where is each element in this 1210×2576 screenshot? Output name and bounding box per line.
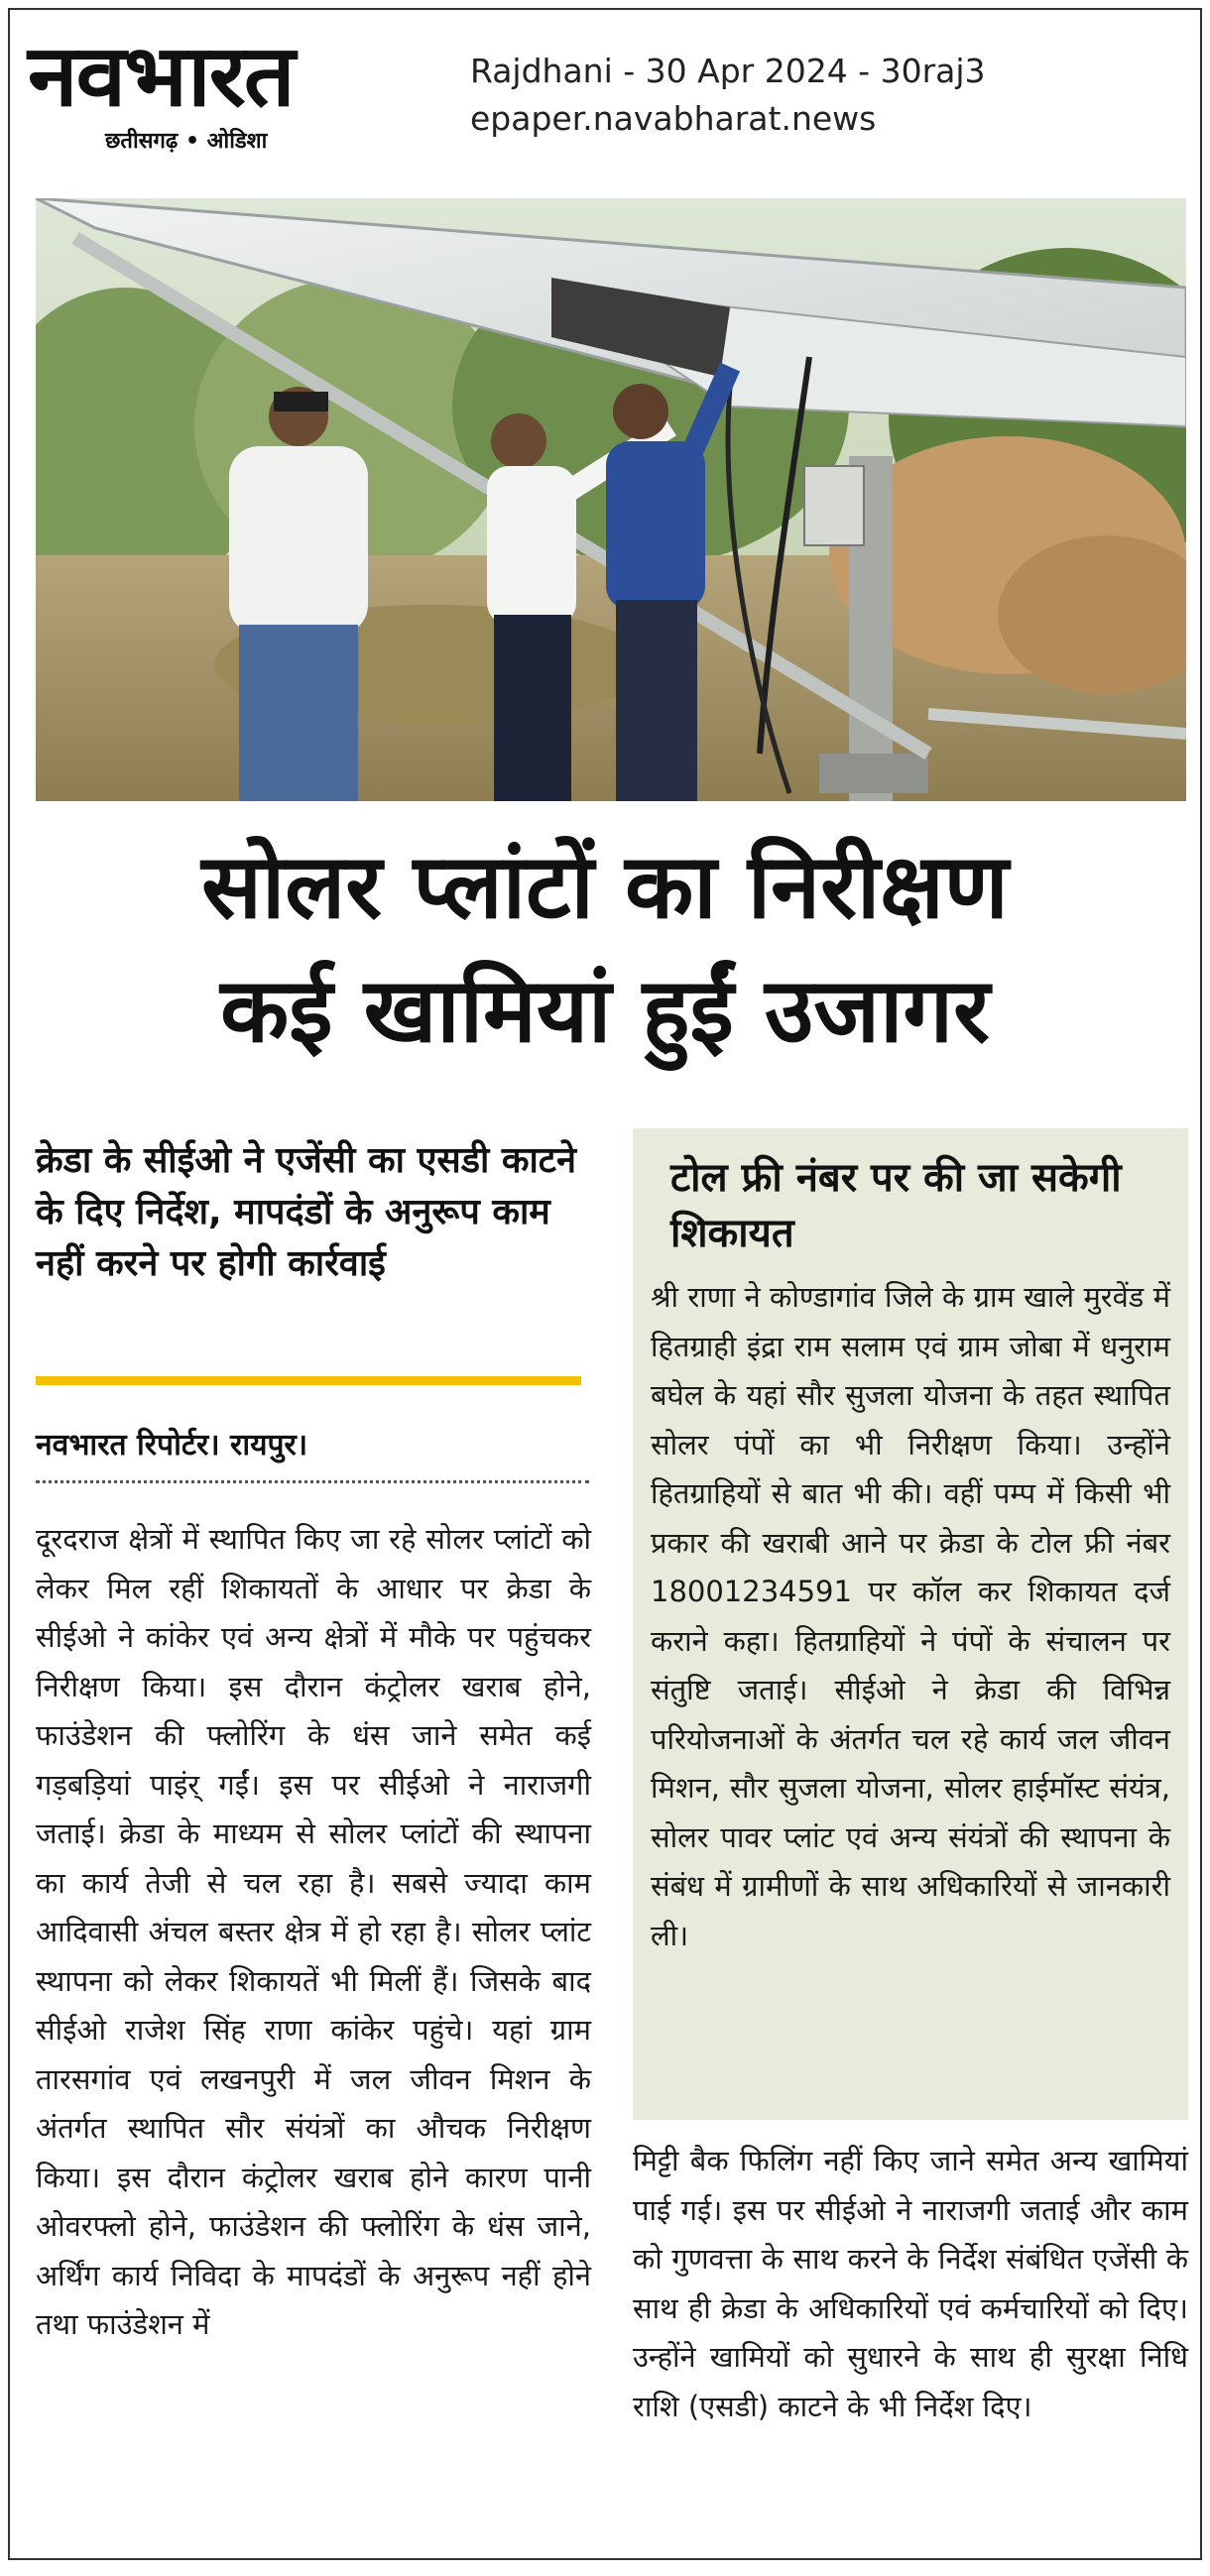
solar-inspection-photo-icon bbox=[36, 198, 1186, 801]
byline: नवभारत रिपोर्टर। रायपुर। bbox=[36, 1428, 308, 1463]
website-link[interactable]: epaper.navabharat.news bbox=[470, 99, 877, 138]
deck-divider bbox=[36, 1376, 581, 1385]
headline-line-1: सोलर प्लांटों का निरीक्षण bbox=[201, 835, 1009, 939]
sidebar-box bbox=[633, 1128, 1188, 2120]
headline-line-2: कई खामियां हुईं उजागर bbox=[220, 959, 990, 1063]
news-photo bbox=[36, 198, 1186, 801]
edition-line: Rajdhani - 30 Apr 2024 - 30raj3 bbox=[470, 52, 986, 90]
headline bbox=[10, 825, 1200, 1073]
article-deck: क्रेडा के सीईओ ने एजेंसी का एसडी काटने के दिए निर्देश, मापदंडों के अनुरूप काम नहीं करने पर होगी कार्रवाई bbox=[36, 1140, 576, 1284]
newspaper-logo bbox=[28, 27, 444, 155]
edition-info bbox=[470, 48, 986, 143]
logo-subtitle: छतीसगढ़ • ओडिशा bbox=[105, 129, 268, 154]
newspaper-page bbox=[8, 8, 1202, 2560]
masthead bbox=[10, 10, 1200, 183]
article-body-left: दूरदराज क्षेत्रों में स्थापित किए जा रहे सोलर प्लांटों को लेकर मिल रहीं शिकायतों के आधार पर क्रेडा के सीईओ ने कांकेर एवं अन्य क्षेत्रों में मौके पर पहुंचकर निरीक्षण किया। इस दौरान कंट्रोलर खराब होने, फाउंडेशन की फ्लोरिंग के धंस जाने समेत कई गड़बड़ियां पाइंर् गईं। इस पर सीईओ ने नाराजगी जताई। क्रेडा के माध्यम से सोलर प्लांटों की स्थापना का कार्य तेजी से चल रहा है। सबसे ज्यादा काम आदिवासी अंचल बस्तर क्षेत्र में हो रहा है। सोलर प्लांट स्थापना को लेकर शिकायतें भी मिलीं हैं। जिसके बाद सीईओ राजेश सिंह राणा कांकेर पहुंचे। यहां ग्राम तारसगांव एवं लखनपुरी में जल जीवन मिशन के अंतर्गत स्थापित सौर संयंत्रों का औचक निरीक्षण किया। इस दौरान कंट्रोलर खराब होने कारण पानी ओवरफ्लो होने, फाउंडेशन की फ्लोरिंग के धंस जाने, अर्थिंग कार्य निविदा के मापदंडों के अनुरूप नहीं होने तथा फाउंडेशन में bbox=[36, 1522, 591, 2341]
logo-text: नवभारत bbox=[28, 27, 294, 126]
article-body-right: मिट्टी बैक फिलिंग नहीं किए जाने समेत अन्य खामियां पाई गई। इस पर सीईओ ने नाराजगी जताई और काम को गुणवत्ता के साथ करने के निर्देश संबंधित एजेंसी के साथ ही क्रेडा के अधिकारियों एवं कर्मचारियों को दिए। उन्होंने खामियों को सुधारने के साथ ही सुरक्षा निधि राशि (एसडी) काटने के भी निर्देश दिए। bbox=[633, 2144, 1188, 2423]
sidebar-title: टोल फ्री नंबर पर की जा सकेगी शिकायत bbox=[670, 1155, 1122, 1256]
byline-divider bbox=[36, 1480, 589, 1483]
sidebar-body: श्री राणा ने कोण्डागांव जिले के ग्राम खाले मुरवेंड में हितग्राही इंद्रा राम सलाम एवं ग्राम जोबा में धनुराम बघेल के यहां सौर सुजला योजना के तहत स्थापित सोलर पंपों का भी निरीक्षण किया। उन्होंने हितग्राहियों से बात भी की। वहीं पम्प में किसी भी प्रकार की खराबी आने पर क्रेडा के टोल फ्री नंबर 18001234591 पर कॉल कर शिकायत दर्ज कराने कहा। हितग्राहियों ने पंपों के संचालन पर संतुष्टि जताई। सीईओ ने क्रेडा की विभिन्न परियोजनाओं के अंतर्गत चल रहे कार्य जल जीवन मिशन, सौर सुजला योजना, सोलर हाईमॉस्ट संयंत्र, सोलर पावर प्लांट एवं अन्य संयंत्रों की स्थापना के संबंध में ग्रामीणों के साथ अधिकारियों से जानकारी ली। bbox=[651, 1280, 1170, 1952]
